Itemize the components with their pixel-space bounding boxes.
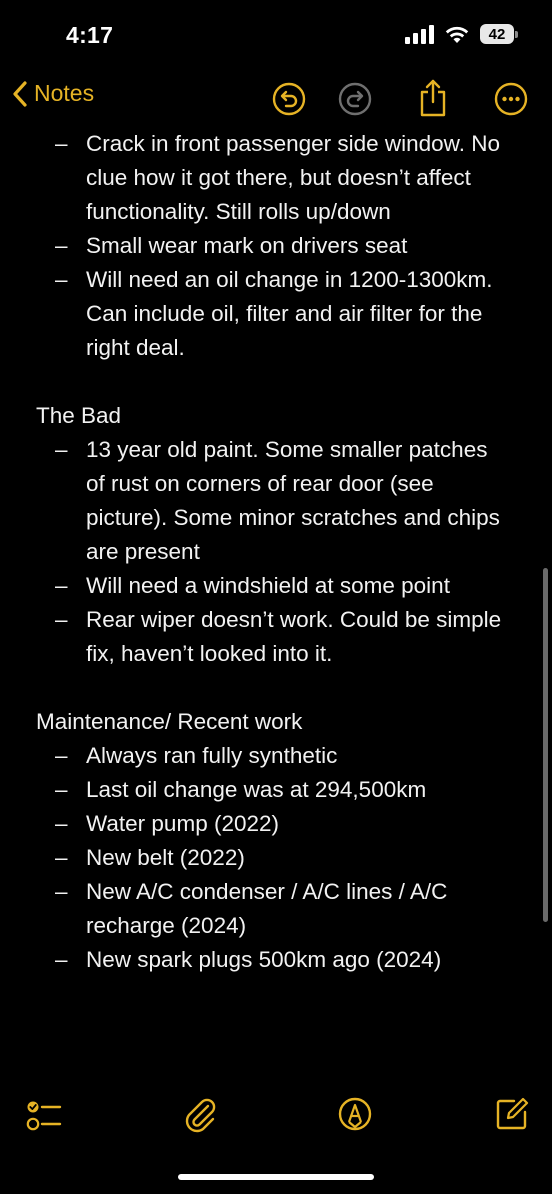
markup-pen-icon[interactable] — [337, 1096, 373, 1132]
list-item — [0, 739, 552, 773]
list-dash: – — [55, 437, 68, 462]
list-item-text: Water pump (2022) — [86, 811, 279, 836]
list-dash: – — [55, 879, 68, 904]
back-button[interactable] — [12, 80, 94, 107]
list-dash: – — [55, 233, 68, 258]
list-item-text: Small wear mark on drivers seat — [86, 233, 408, 258]
list-item-text: New belt (2022) — [86, 845, 245, 870]
list-dash: – — [55, 267, 68, 292]
scroll-indicator[interactable] — [543, 568, 548, 922]
status-time: 4:17 — [66, 22, 114, 48]
blank-line — [0, 365, 552, 399]
list-item-text: Will need an oil change in 1200-1300km. Can include oil, filter and air filter for the right deal. — [86, 267, 493, 360]
section-heading-maintenance: Maintenance/ Recent work — [36, 709, 303, 734]
list-item-text: 13 year old paint. Some smaller patches of rust on corners of rear door (see picture). Some minor scratches and chips are present — [86, 437, 500, 564]
list-dash: – — [55, 947, 68, 972]
list-item — [0, 229, 552, 263]
list-dash: – — [55, 131, 68, 156]
list-item-text: Will need a windshield at some point — [86, 573, 450, 598]
status-icons — [404, 24, 514, 44]
list-item — [0, 127, 552, 229]
list-dash: – — [55, 573, 68, 598]
redo-icon[interactable] — [338, 82, 372, 116]
cellular-signal-icon — [404, 24, 434, 44]
list-dash: – — [55, 607, 68, 632]
blank-line — [0, 671, 552, 705]
list-dash: – — [55, 845, 68, 870]
list-item-text: New spark plugs 500km ago (2024) — [86, 947, 442, 972]
list-item — [0, 841, 552, 875]
list-item-text: Rear wiper doesn’t work. Could be simple fix, haven’t looked into it. — [86, 607, 502, 666]
list-item — [0, 807, 552, 841]
list-item-text: Last oil change was at 294,500km — [86, 777, 427, 802]
battery-indicator — [480, 24, 514, 44]
list-dash: – — [55, 811, 68, 836]
checklist-icon[interactable] — [26, 1098, 62, 1134]
home-indicator[interactable] — [178, 1174, 374, 1180]
list-item — [0, 875, 552, 943]
section-heading-bad: The Bad — [36, 403, 122, 428]
share-icon[interactable] — [418, 78, 448, 118]
list-item — [0, 773, 552, 807]
more-icon[interactable] — [494, 82, 528, 116]
list-item — [0, 943, 552, 977]
paperclip-icon[interactable] — [182, 1094, 218, 1134]
note-body[interactable] — [0, 127, 552, 977]
battery-level: 42 — [488, 25, 506, 43]
chevron-left-icon — [12, 81, 28, 107]
wifi-icon — [444, 24, 470, 44]
list-item — [0, 433, 552, 569]
list-item-text: Always ran fully synthetic — [86, 743, 338, 768]
list-item — [0, 263, 552, 365]
list-item-text: New A/C condenser / A/C lines / A/C recharge (2024) — [86, 879, 448, 938]
list-item — [0, 603, 552, 671]
back-label: Notes — [34, 80, 95, 106]
undo-icon[interactable] — [272, 82, 306, 116]
status-bar — [0, 0, 552, 72]
compose-icon[interactable] — [494, 1096, 530, 1132]
nav-bar — [0, 72, 552, 126]
list-item-text: Crack in front passenger side window. No clue how it got there, but doesn’t affect functionality. Still rolls up/down — [86, 131, 500, 224]
list-item — [0, 569, 552, 603]
list-dash: – — [55, 743, 68, 768]
list-dash: – — [55, 777, 68, 802]
